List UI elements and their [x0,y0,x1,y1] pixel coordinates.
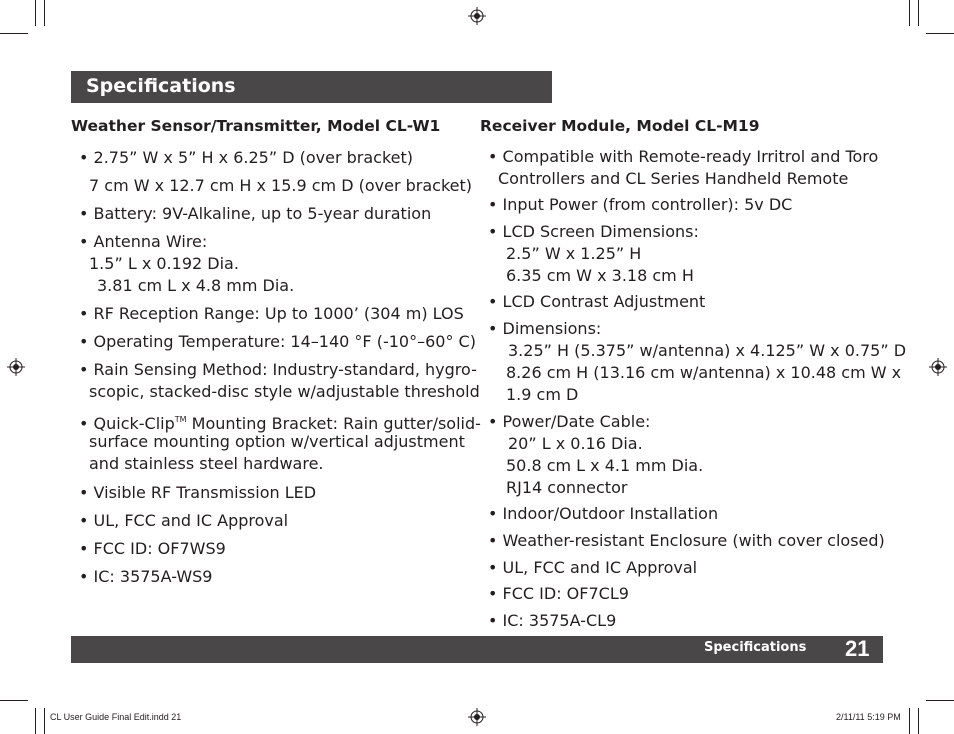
spec-line: • Dimensions: [488,319,602,338]
spec-line: • RF Reception Range: Up to 1000’ (304 m) LOS [79,304,464,323]
spec-line: • Visible RF Transmission LED [79,483,317,502]
spec-line: 3.25” H (5.375” w/antenna) x 4.125” W x 0.75” D [508,341,907,360]
spec-line: • 2.75” W x 5” H x 6.25” D (over bracket) [79,148,414,167]
spec-line: and stainless steel hardware. [89,454,324,473]
crop-mark [926,33,954,34]
section-title: Specifications [86,75,236,97]
registration-mark-icon [468,7,486,25]
spec-line: • IC: 3575A-WS9 [79,567,213,586]
slug-file-info: CL User Guide Final Edit.indd 21 [50,712,182,722]
crop-mark [909,708,910,734]
spec-line: Controllers and CL Series Handheld Remote [498,169,849,188]
spec-line: • Operating Temperature: 14–140 °F (-10°–60° C) [79,332,476,351]
spec-line: • Indoor/Outdoor Installation [488,504,719,523]
crop-mark [44,708,45,734]
spec-line: 50.8 cm L x 4.1 mm Dia. [506,456,704,475]
crop-mark [35,0,36,26]
spec-line: • UL, FCC and IC Approval [79,511,289,530]
spec-line: 7 cm W x 12.7 cm H x 15.9 cm D (over bracket) [89,176,473,195]
spec-line: scopic, stacked-disc style w/adjustable threshold [89,382,480,401]
spec-line: • Weather-resistant Enclosure (with cover closed) [488,531,885,550]
crop-mark [918,708,919,734]
section-header [71,71,552,103]
spec-line: 8.26 cm H (13.16 cm w/antenna) x 10.48 cm W x [506,363,902,382]
crop-mark [909,0,910,26]
spec-line: 3.81 cm L x 4.8 mm Dia. [97,276,295,295]
page-number: 21 [845,636,870,661]
crop-mark [926,700,954,701]
left-column-heading: Weather Sensor/Transmitter, Model CL-W1 [71,117,441,135]
spec-line: 1.5” L x 0.192 Dia. [89,254,239,273]
spec-line: surface mounting option w/vertical adjustment [89,432,465,451]
quick-clip-label: • Quick-Clip [79,414,175,433]
spec-line: • LCD Screen Dimensions: [488,222,699,241]
spec-line: 20” L x 0.16 Dia. [508,434,643,453]
registration-mark-icon [929,358,947,376]
quick-clip-text: Mounting Bracket: Rain gutter/solid- [186,414,481,433]
spec-line: • Power/Date Cable: [488,412,651,431]
spec-line: • Antenna Wire: [79,232,208,251]
spec-line: 1.9 cm D [506,385,579,404]
registration-mark-icon [7,358,25,376]
spec-line: • Compatible with Remote-ready Irritrol and Toro [488,147,879,166]
crop-mark [35,708,36,734]
spec-line: • LCD Contrast Adjustment [488,292,706,311]
spec-line: 6.35 cm W x 3.18 cm H [506,266,694,285]
spec-line: • Rain Sensing Method: Industry-standard, hygro- [79,360,477,379]
spec-line: • UL, FCC and IC Approval [488,558,698,577]
crop-mark [0,33,28,34]
spec-line: RJ14 connector [506,478,628,497]
crop-mark [0,700,28,701]
registration-mark-icon [468,708,486,726]
right-column-heading: Receiver Module, Model CL-M19 [480,117,760,135]
spec-line: 2.5” W x 1.25” H [506,244,642,263]
crop-mark [918,0,919,26]
crop-mark [44,0,45,26]
spec-line: • Input Power (from controller): 5v DC [488,195,793,214]
page-footer [71,636,883,663]
spec-line: • FCC ID: OF7WS9 [79,539,226,558]
trademark-mark: TM [174,415,187,424]
footer-section-label: Specifications [704,640,807,655]
spec-line: • FCC ID: OF7CL9 [488,584,629,603]
slug-date-info: 2/11/11 5:19 PM [836,712,901,722]
spec-line: • IC: 3575A-CL9 [488,611,617,630]
spec-line: • Battery: 9V-Alkaline, up to 5-year duration [79,204,432,223]
